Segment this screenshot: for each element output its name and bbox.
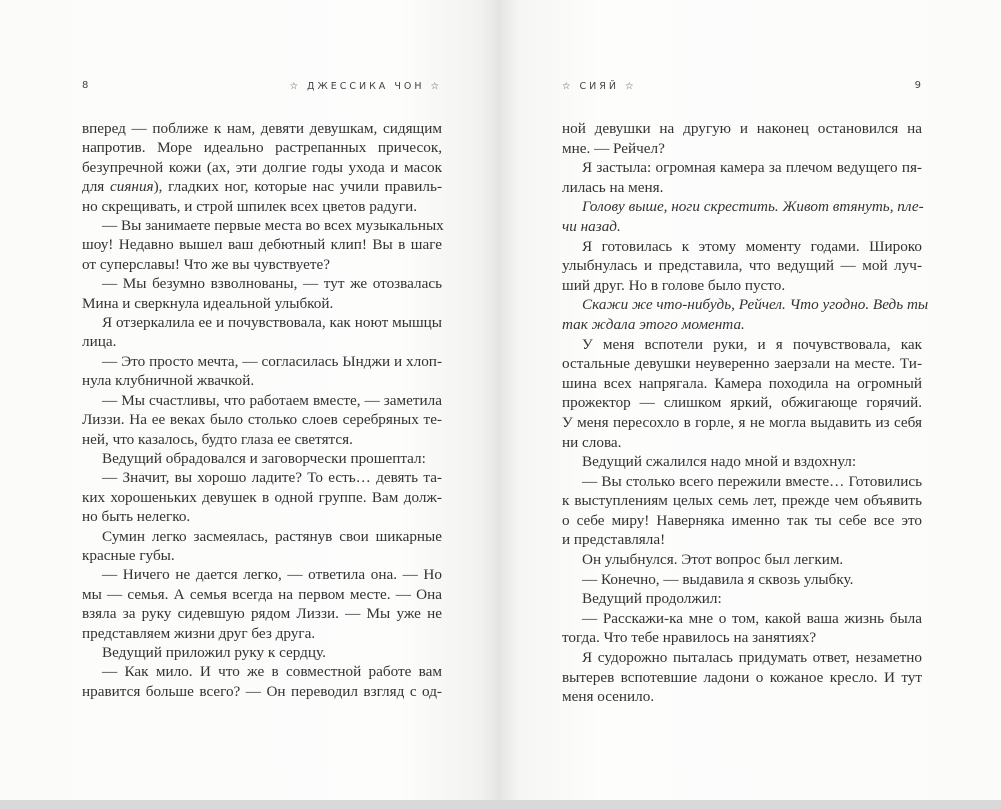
text-line: Голову выше, ноги скрестить. Живот втянуть, пле- [582, 198, 924, 216]
text-line: лица. [82, 333, 117, 351]
text-line: безупречной кожи (ах, эти долгие годы ухода и масок [82, 158, 442, 176]
text-line: Ведущий сжалился надо мной и вздохнул: [582, 453, 857, 471]
text-line: так ждала этого момента. [562, 315, 745, 333]
left-page [0, 0, 500, 800]
text-line: лилась на меня. [562, 178, 664, 196]
text-line: Ведущий продолжил: [582, 590, 722, 608]
text-line: ни слова. [562, 433, 622, 451]
text-line: напротив. Море идеально растрепанных причесок, [82, 139, 442, 157]
text-line: Сумин легко засмеялась, растянув свои шикарные [102, 527, 442, 545]
text-line: мы — семья. А семья всегда на первом месте. — Она [82, 585, 442, 603]
text-line: — Ничего не дается легко, — ответила она. — Но [102, 566, 442, 584]
text-line: нула клубничной жвачкой. [82, 372, 255, 390]
text-line: от суперславы! Что же вы чувствуете? [82, 255, 331, 273]
text-line: о себе миру! Наверняка именно так ты себе все это [562, 511, 922, 529]
text-segment: для [82, 178, 111, 196]
text-line: тогда. Что тебе нравилось на занятиях? [562, 629, 817, 647]
text-line: мне. — Рейчел? [562, 139, 665, 157]
text-line: — Мы безумно взволнованы, — тут же отозвалась [102, 275, 442, 293]
text-line: чи назад. [562, 217, 621, 235]
text-line: Я судорожно пыталась придумать ответ, незаметно [582, 649, 922, 667]
text-line: ший друг. Но в голове было пусто. [562, 276, 786, 294]
text-line: Мина и сверкнула идеальной улыбкой. [82, 294, 334, 312]
text-line: Он улыбнулся. Этот вопрос был легким. [582, 551, 844, 569]
text-line: У меня вспотели руки, и я почувствовала, как [582, 335, 922, 353]
text-line: Я готовилась к этому моменту годами. Широко [582, 237, 922, 255]
text-line: Я застыла: огромная камера за плечом ведущего пя- [582, 159, 922, 177]
text-line: нравится больше всего? — Он переводил взгляд с од- [82, 682, 442, 700]
text-line: к выступлениям целых семь лет, прежде чем объявить [562, 492, 922, 510]
text-line: Я отзеркалила ее и почувствовала, как ноют мышцы [102, 314, 442, 332]
text-line: шоу! Недавно вышел ваш дебютный клип! Вы в шаге [82, 236, 442, 254]
text-line: улыбнулась и представила, что ведущий — мой луч- [562, 257, 922, 275]
page-number: 8 [82, 80, 89, 91]
text-line: ной девушки на другую и наконец остановился на [562, 120, 922, 137]
page-body [562, 119, 929, 707]
text-segment: ), гладких ног, которые нас учили правиль- [153, 178, 442, 196]
right-page [500, 0, 1001, 800]
text-line: Ведущий обрадовался и заговорчески прошептал: [102, 449, 426, 467]
text-line: меня осенило. [562, 688, 655, 706]
text-line: — Мы счастливы, что работаем вместе, — заметила [102, 391, 442, 409]
text-line: — Расскажи-ка мне о том, какой ваша жизнь была [582, 609, 922, 627]
text-line: но быть нелегко. [82, 508, 191, 526]
text-line: У меня пересохло в горле, я не могла выдавить из себя [562, 413, 922, 431]
text-line: — Вы занимаете первые места во всех музыкальных [102, 217, 444, 235]
text-line: взяла за руку сидевшую рядом Лиззи. — Мы уже не [82, 605, 442, 623]
text-line: вперед — поближе к нам, девяти девушкам, сидящим [82, 120, 442, 137]
text-line: шина всех напрягала. Камера походила на огромный [562, 374, 922, 392]
text-line: — Вы столько всего пережили вместе… Готовились [582, 472, 922, 490]
text-line [82, 177, 442, 196]
text-line: представляем жизни друг без друга. [82, 624, 316, 642]
running-head-author: ☆ ДЖЕССИКА ЧОН ☆ [289, 81, 442, 92]
text-line: ней, что казалось, будто глаза ее светятся. [82, 430, 353, 448]
running-head-title: ☆ СИЯЙ ☆ [562, 81, 637, 92]
text-line: — Конечно, — выдавила я сквозь улыбку. [582, 570, 854, 588]
text-line: Скажи же что-нибудь, Рейчел. Что угодно. Ведь ты [582, 296, 929, 314]
text-line: — Значит, вы хорошо ладите? То есть… девять та- [102, 469, 442, 487]
text-line: вытерев вспотевшие ладони о кожаное кресло. И тут [562, 668, 922, 686]
text-line: остальные девушки неуверенно заерзали на месте. Ти- [562, 355, 922, 373]
text-line: — Как мило. И что же в совместной работе вам [102, 663, 442, 681]
text-line: но скрещивать, и строй шпилек всех цветов радуги. [82, 197, 418, 215]
page-number: 9 [914, 80, 921, 91]
page-body [82, 119, 442, 701]
text-line: ких хорошеньких девушек в одной группе. Вам долж- [82, 488, 442, 506]
text-line: — Это просто мечта, — согласилась Ынджи и хлоп- [102, 352, 442, 370]
italic-word: сияния [110, 178, 154, 196]
text-line: Лиззи. На ее веках было столько слоев серебряных те- [82, 411, 442, 429]
text-line: Ведущий приложил руку к сердцу. [102, 643, 326, 661]
text-line: и представляла! [562, 531, 666, 549]
text-line: красные губы. [82, 546, 175, 564]
text-line: прожектор — слишком яркий, обжигающе горячий. [562, 394, 922, 412]
